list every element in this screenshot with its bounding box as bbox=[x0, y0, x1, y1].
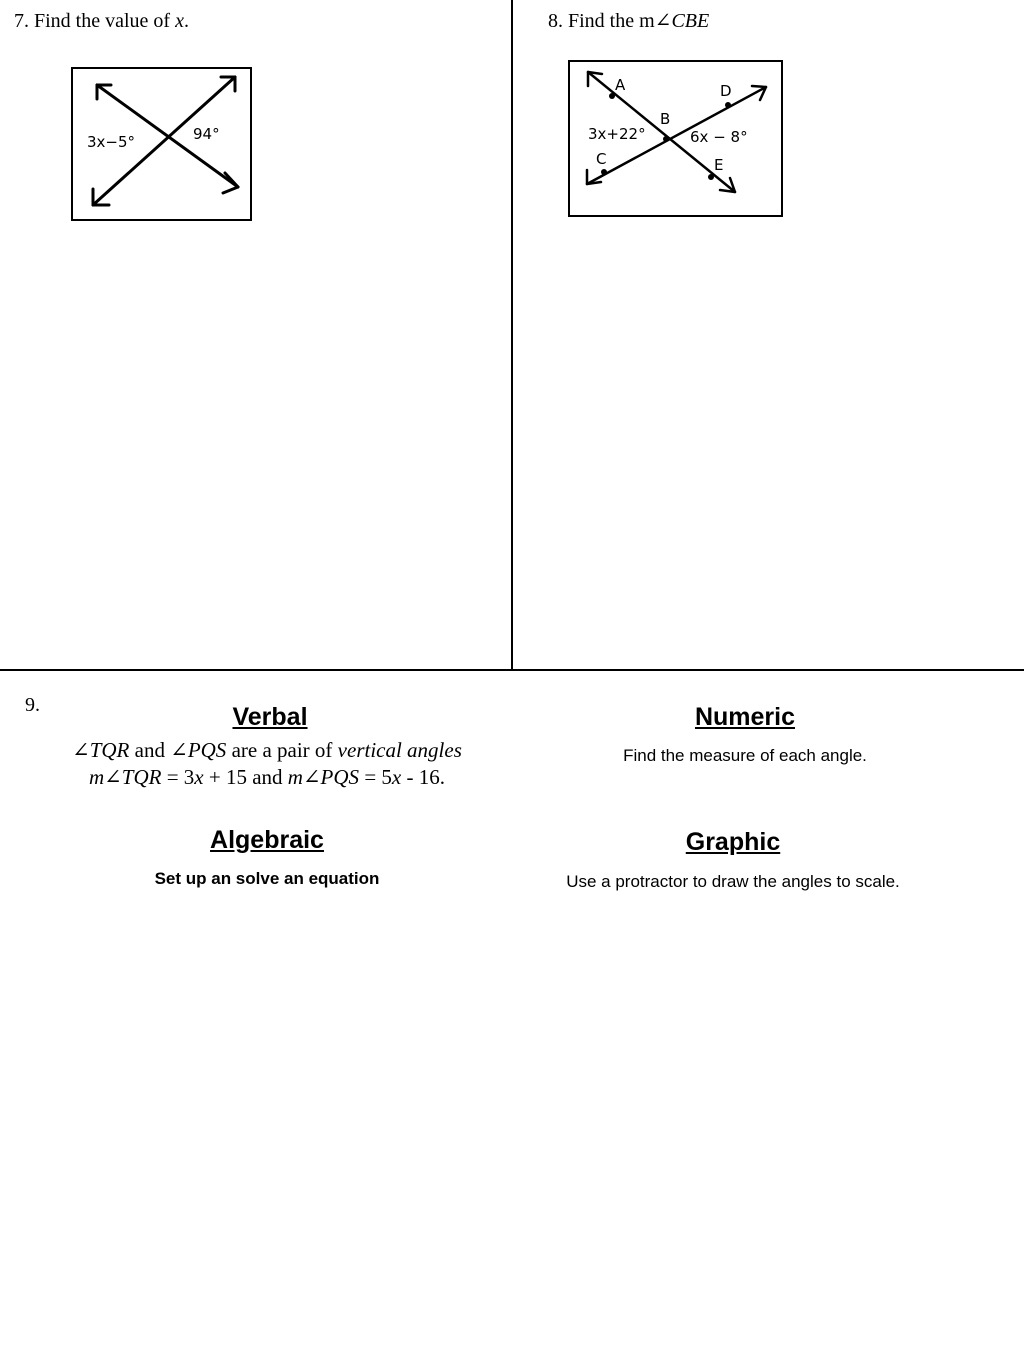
q8-angle: CBE bbox=[671, 10, 710, 32]
graphic-instruction: Use a protractor to draw the angles to scale. bbox=[566, 872, 900, 891]
point-b-label: B bbox=[660, 110, 671, 128]
vertical-angles-diagram-8 bbox=[570, 62, 781, 215]
vertical-divider bbox=[511, 0, 513, 670]
algebraic-heading: Algebraic bbox=[210, 826, 324, 854]
angle-label-left: 3x+22° bbox=[588, 125, 646, 143]
question-9-number: 9. bbox=[25, 694, 40, 716]
verbal-line-2 bbox=[20, 764, 514, 791]
angle-label-right: 94° bbox=[193, 125, 220, 143]
eq1-text: = 3 bbox=[161, 765, 195, 789]
numeric-heading: Numeric bbox=[694, 703, 796, 731]
vertical-angles-term: vertical angles bbox=[337, 738, 462, 762]
angle-label-left: 3x−5° bbox=[87, 133, 136, 151]
point-c-label: C bbox=[596, 150, 607, 168]
measure-pqs: m∠PQS bbox=[287, 765, 360, 789]
eq2-end-text: - 16. bbox=[401, 765, 445, 789]
eq1-variable: x bbox=[194, 765, 204, 789]
verbal-heading: Verbal bbox=[232, 703, 308, 731]
verbal-line-1 bbox=[20, 737, 514, 764]
point-e-label: E bbox=[714, 156, 724, 174]
graphic-heading: Graphic bbox=[685, 828, 781, 856]
question-7-prompt bbox=[14, 9, 189, 33]
q8-prefix: 8. Find the m∠ bbox=[548, 10, 672, 32]
q7-variable: x bbox=[175, 10, 184, 32]
eq2-variable: x bbox=[391, 765, 402, 789]
question-8-figure bbox=[568, 60, 783, 217]
question-8-prompt bbox=[548, 9, 709, 33]
point-b-dot bbox=[663, 136, 669, 142]
angle-label-right: 6x − 8° bbox=[690, 128, 748, 146]
horizontal-divider bbox=[0, 669, 1024, 671]
question-7-figure bbox=[71, 67, 252, 221]
eq1-end-text: + 15 and bbox=[203, 765, 288, 789]
are-pair-text: are a pair of bbox=[226, 738, 338, 762]
point-d-label: D bbox=[720, 82, 732, 100]
point-d-dot bbox=[725, 102, 731, 108]
point-e-dot bbox=[708, 174, 714, 180]
eq2-text: = 5 bbox=[359, 765, 392, 789]
and-text: and bbox=[129, 738, 171, 762]
q7-prefix: 7. Find the value of bbox=[14, 10, 176, 32]
measure-tqr: m∠TQR bbox=[89, 765, 162, 789]
algebraic-instruction: Set up an solve an equation bbox=[154, 869, 380, 888]
verbal-statement bbox=[20, 737, 514, 791]
numeric-instruction: Find the measure of each angle. bbox=[623, 746, 867, 765]
point-c-dot bbox=[601, 169, 607, 175]
vertical-angles-diagram-7 bbox=[73, 69, 250, 219]
point-a-label: A bbox=[615, 76, 626, 94]
q7-suffix: . bbox=[183, 10, 189, 32]
angle-tqr: ∠TQR bbox=[72, 738, 130, 762]
angle-pqs: ∠PQS bbox=[170, 738, 227, 762]
